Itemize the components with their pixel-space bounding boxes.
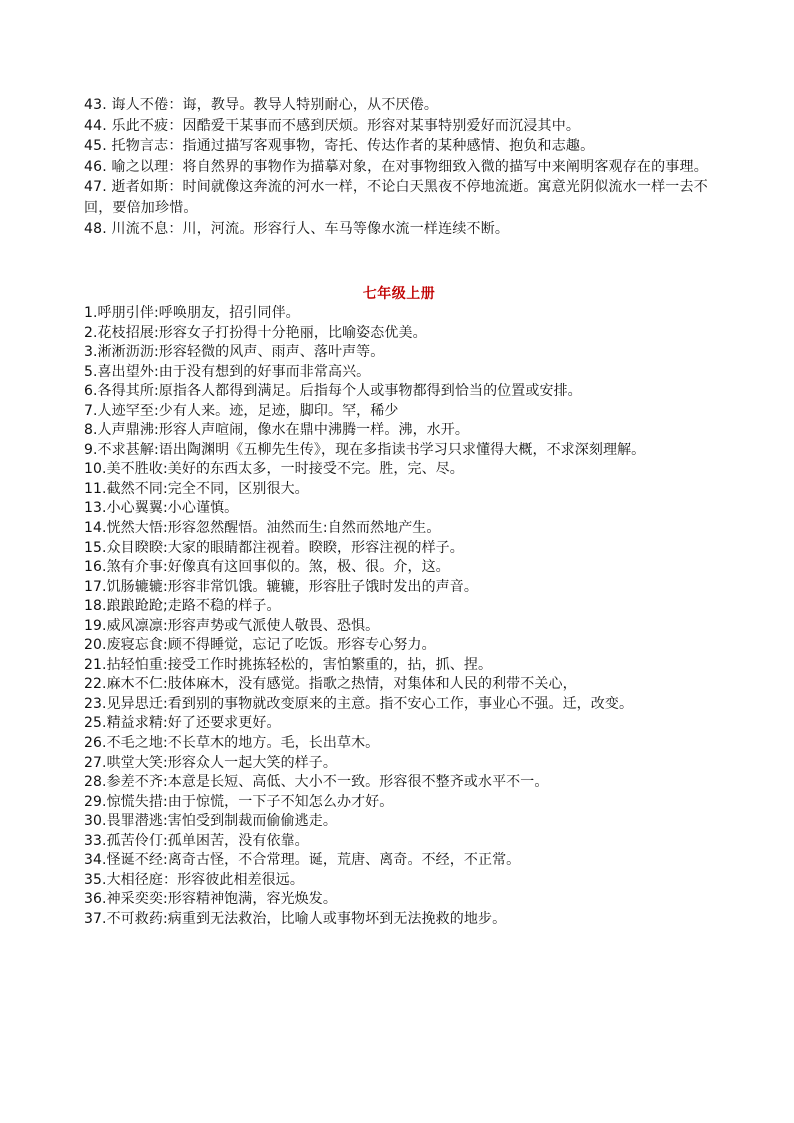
idiom-entry: 33.孤苦伶仃:孤单困苦，没有依靠。 bbox=[84, 832, 309, 849]
idiom-entry: 18.踉踉跄跄;走路不稳的样子。 bbox=[84, 598, 281, 615]
idiom-entry-45: 45. 托物言志：指通过描写客观事物，寄托、传达作者的某种感情、抱负和志趣。 bbox=[84, 138, 595, 155]
idiom-entry: 36.神采奕奕:形容精神饱满，容光焕发。 bbox=[84, 891, 337, 908]
idiom-entry: 21.拈轻怕重:接受工作时挑拣轻松的，害怕繁重的，拈，抓、捏。 bbox=[84, 656, 493, 673]
idiom-entry-48: 48. 川流不息：川，河流。形容行人、车马等像水流一样连续不断。 bbox=[84, 220, 510, 237]
idiom-entry: 37.不可救药:病重到无法救治，比喻人或事物坏到无法挽救的地步。 bbox=[84, 910, 507, 927]
idiom-entry: 7.人迹罕至:少有人来。迹，足迹，脚印。罕，稀少 bbox=[84, 402, 399, 419]
idiom-entry: 35.大相径庭：形容彼此相差很远。 bbox=[84, 871, 304, 888]
idiom-entry: 3.淅淅沥沥:形容轻微的风声、雨声、落叶声等。 bbox=[84, 344, 385, 361]
idiom-entry: 14.恍然大悟:形容忽然醒悟。油然而生:自然而然地产生。 bbox=[84, 520, 441, 537]
idiom-entry: 20.废寝忘食:顾不得睡觉，忘记了吃饭。形容专心努力。 bbox=[84, 637, 436, 654]
section-heading: 七年级上册 bbox=[362, 286, 436, 302]
idiom-entry: 28.参差不齐:本意是长短、高低、大小不一致。形容很不整齐或水平不一。 bbox=[84, 774, 549, 791]
idiom-entry: 22.麻木不仁:肢体麻木，没有感觉。指歌之热情，对集体和人民的利带不关心， bbox=[84, 676, 577, 693]
idiom-list-continued bbox=[84, 95, 714, 239]
idiom-entry-43: 43. 诲人不倦：诲，教导。教导人特别耐心，从不厌倦。 bbox=[84, 97, 439, 113]
idiom-entry: 8.人声鼎沸:形容人声喧闹，像水在鼎中沸腾一样。沸，水开。 bbox=[84, 422, 469, 439]
idiom-entry: 17.饥肠辘辘:形容非常饥饿。辘辘，形容肚子饿时发出的声音。 bbox=[84, 578, 478, 595]
idiom-entry: 9.不求甚解:语出陶渊明《五柳先生传》，现在多指读书学习只求懂得大概，不求深刻理解。 bbox=[84, 441, 646, 458]
idiom-entry-46: 46. 喻之以理：将自然界的事物作为描摹对象，在对事物细致入微的描写中来阐明客观存在的事理。 bbox=[84, 158, 708, 175]
idiom-entry: 1.呼朋引伴:呼唤朋友，招引同伴。 bbox=[84, 305, 300, 321]
idiom-entry: 34.怪诞不经:离奇古怪，不合常理。诞，荒唐、离奇。不经，不正常。 bbox=[84, 852, 521, 869]
idiom-list-grade7 bbox=[84, 304, 714, 930]
idiom-entry: 23.见异思迁:看到别的事物就改变原来的主意。指不安心工作，事业心不强。迁，改变。 bbox=[84, 695, 634, 712]
idiom-entry: 5.喜出望外:由于没有想到的好事而非常高兴。 bbox=[84, 363, 371, 380]
idiom-entry: 25.精益求精:好了还要求更好。 bbox=[84, 715, 281, 732]
idiom-entry: 26.不毛之地:不长草木的地方。毛，长出草木。 bbox=[84, 735, 380, 752]
idiom-entry: 19.威风凛凛:形容声势或气派使人敬畏、恐惧。 bbox=[84, 617, 380, 634]
idiom-entry: 16.煞有介事:好像真有这回事似的。煞，极、很。介，这。 bbox=[84, 559, 450, 576]
idiom-entry: 15.众目睽睽:大家的眼睛都注视着。睽睽，形容注视的样子。 bbox=[84, 539, 464, 556]
idiom-entry: 10.美不胜收:美好的东西太多，一时接受不完。胜，完、尽。 bbox=[84, 461, 464, 478]
idiom-entry: 6.各得其所:原指各人都得到满足。后指每个人或事物都得到恰当的位置或安排。 bbox=[84, 383, 582, 400]
idiom-entry: 13.小心翼翼:小心谨慎。 bbox=[84, 500, 239, 517]
idiom-entry: 30.畏罪潜逃:害怕受到制裁而偷偷逃走。 bbox=[84, 813, 337, 830]
idiom-entry-47: 47. 逝者如斯：时间就像这奔流的河水一样，不论白天黑夜不停地流逝。寓意光阴似流水一样一去不回，要倍加珍惜。 bbox=[84, 179, 708, 216]
idiom-entry: 11.截然不同:完全不同，区别很大。 bbox=[84, 480, 309, 497]
idiom-entry: 2.花枝招展:形容女子打扮得十分艳丽，比喻姿态优美。 bbox=[84, 324, 427, 341]
idiom-entry-44: 44. 乐此不疲：因酷爱干某事而不感到厌烦。形容对某事特别爱好而沉浸其中。 bbox=[84, 117, 581, 134]
idiom-entry: 27.哄堂大笑:形容众人一起大笑的样子。 bbox=[84, 754, 337, 771]
idiom-entry: 29.惊慌失措:由于惊慌，一下子不知怎么办才好。 bbox=[84, 793, 394, 810]
